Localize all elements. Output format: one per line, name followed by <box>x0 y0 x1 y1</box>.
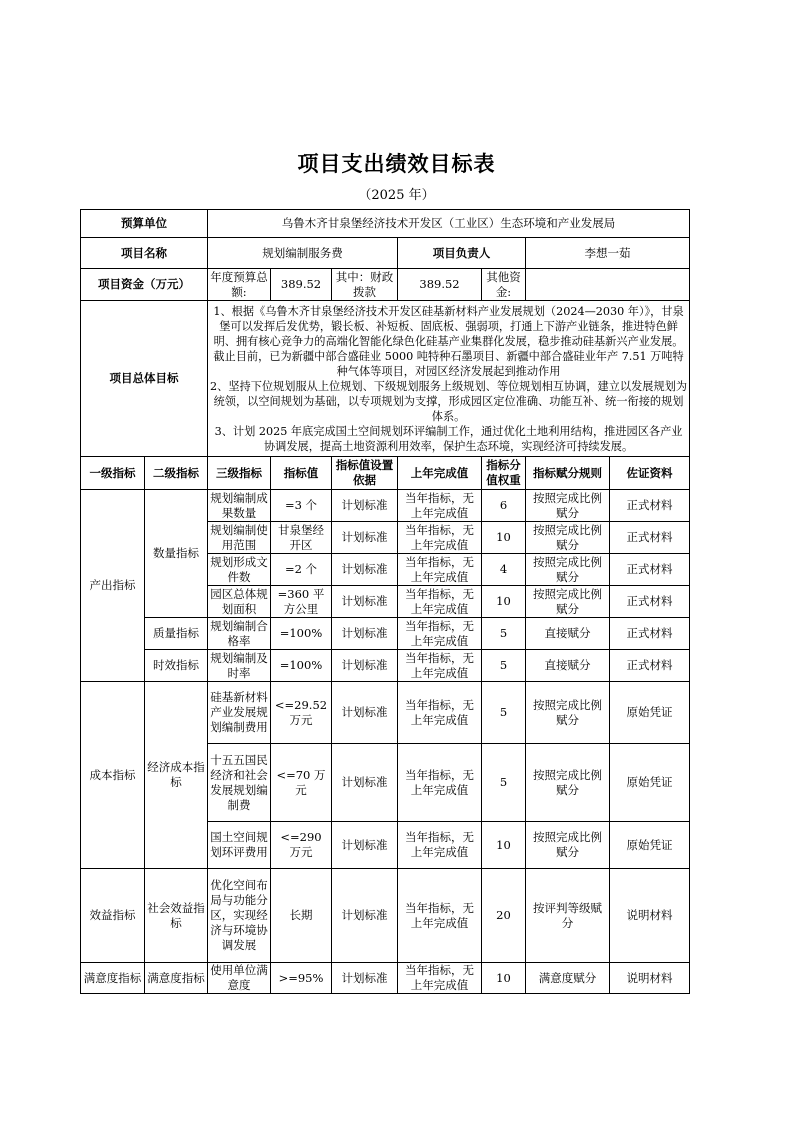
leader-label: 项目负责人 <box>398 238 526 269</box>
year-subtitle: （2025 年） <box>358 188 435 203</box>
cell-basis: 计划标准 <box>332 822 398 869</box>
cell-weight: 5 <box>482 744 526 822</box>
cell-rule: 按照完成比例赋分 <box>526 554 610 586</box>
indicator-header-row <box>81 457 690 490</box>
cell-evidence: 原始凭证 <box>610 682 690 744</box>
cell-rule: 按照完成比例赋分 <box>526 682 610 744</box>
other-label: 其他资金: <box>482 269 526 301</box>
subgroup-quantity: 数量指标 <box>145 490 208 618</box>
header-basis: 指标值设置依据 <box>332 457 398 490</box>
subgroup-timeliness: 时效指标 <box>145 650 208 682</box>
header-l2: 二级指标 <box>145 457 208 490</box>
cell-basis: 计划标准 <box>332 682 398 744</box>
table-row <box>81 963 690 994</box>
cell-rule: 满意度赋分 <box>526 963 610 994</box>
cell-l3: 十五五国民经济和社会发展规划编制费 <box>208 744 271 822</box>
header-rule: 指标赋分规则 <box>526 457 610 490</box>
other-value <box>526 269 690 301</box>
budget-unit-row <box>81 210 690 238</box>
cell-l3: 规划编制使用范围 <box>208 522 271 554</box>
cell-rule: 直接赋分 <box>526 618 610 650</box>
cell-basis: 计划标准 <box>332 744 398 822</box>
table-row <box>81 682 690 744</box>
group-satisfaction: 满意度指标 <box>81 963 145 994</box>
cell-basis: 计划标准 <box>332 554 398 586</box>
cell-l3: 使用单位满意度 <box>208 963 271 994</box>
overall-goal-row <box>81 301 690 457</box>
subgroup-quality: 质量指标 <box>145 618 208 650</box>
cell-evidence: 说明材料 <box>610 963 690 994</box>
cell-evidence: 正式材料 <box>610 490 690 522</box>
fiscal-value: 389.52 <box>398 269 482 301</box>
cell-weight: 10 <box>482 822 526 869</box>
cell-weight: 20 <box>482 869 526 963</box>
funds-row <box>81 269 690 301</box>
cell-l3: 规划编制及时率 <box>208 650 271 682</box>
header-weight: 指标分值权重 <box>482 457 526 490</box>
header-evidence: 佐证资料 <box>610 457 690 490</box>
cell-value: =360 平方公里 <box>271 586 332 618</box>
cell-value: 长期 <box>271 869 332 963</box>
budget-unit-label: 预算单位 <box>81 210 208 238</box>
cell-rule: 按照完成比例赋分 <box>526 490 610 522</box>
cell-weight: 10 <box>482 963 526 994</box>
cell-rule: 按照完成比例赋分 <box>526 522 610 554</box>
cell-value: =100% <box>271 650 332 682</box>
group-cost: 成本指标 <box>81 682 145 869</box>
cell-evidence: 正式材料 <box>610 586 690 618</box>
cell-rule: 按评判等级赋分 <box>526 869 610 963</box>
subgroup-satisfaction: 满意度指标 <box>145 963 208 994</box>
cell-basis: 计划标准 <box>332 650 398 682</box>
cell-weight: 5 <box>482 650 526 682</box>
cell-last: 当年指标，无上年完成值 <box>398 554 482 586</box>
cell-last: 当年指标，无上年完成值 <box>398 650 482 682</box>
cell-value: =100% <box>271 618 332 650</box>
project-name-row <box>81 238 690 269</box>
cell-last: 当年指标，无上年完成值 <box>398 490 482 522</box>
subgroup-economic-cost: 经济成本指标 <box>145 682 208 869</box>
cell-l3: 规划编制合格率 <box>208 618 271 650</box>
funds-label: 项目资金（万元） <box>81 269 208 301</box>
table-row <box>81 869 690 963</box>
cell-weight: 5 <box>482 682 526 744</box>
cell-basis: 计划标准 <box>332 963 398 994</box>
cell-value: <=290 万元 <box>271 822 332 869</box>
cell-weight: 5 <box>482 618 526 650</box>
budget-unit-value: 乌鲁木齐甘泉堡经济技术开发区（工业区）生态环境和产业发展局 <box>208 210 690 238</box>
page-title: 项目支出绩效目标表 <box>297 152 496 176</box>
cell-value: =3 个 <box>271 490 332 522</box>
header-last: 上年完成值 <box>398 457 482 490</box>
header-l3: 三级指标 <box>208 457 271 490</box>
cell-l3: 园区总体规划面积 <box>208 586 271 618</box>
cell-value: <=70 万元 <box>271 744 332 822</box>
cell-basis: 计划标准 <box>332 869 398 963</box>
cell-l3: 国土空间规划环评费用 <box>208 822 271 869</box>
performance-table <box>80 209 690 994</box>
cell-weight: 10 <box>482 522 526 554</box>
header-l1: 一级指标 <box>81 457 145 490</box>
group-benefit: 效益指标 <box>81 869 145 963</box>
project-name-value: 规划编制服务费 <box>208 238 398 269</box>
cell-evidence: 正式材料 <box>610 554 690 586</box>
cell-l3: 优化空间布局与功能分区，实现经济与环境协调发展 <box>208 869 271 963</box>
cell-weight: 10 <box>482 586 526 618</box>
cell-last: 当年指标，无上年完成值 <box>398 682 482 744</box>
cell-last: 当年指标，无上年完成值 <box>398 618 482 650</box>
cell-last: 当年指标，无上年完成值 <box>398 586 482 618</box>
cell-basis: 计划标准 <box>332 490 398 522</box>
overall-goal-label: 项目总体目标 <box>81 301 208 457</box>
table-row <box>81 490 690 522</box>
cell-l3: 规划编制成果数量 <box>208 490 271 522</box>
goal-paragraph-3: 3、计划 2025 年底完成国土空间规划环评编制工作，通过优化土地利用结构，推进园区各产业协调发展，提高土地资源利用效率，保护生态环境，实现经济可持续发展。 <box>214 424 683 453</box>
cell-rule: 直接赋分 <box>526 650 610 682</box>
goal-paragraph-2: 2、坚持下位规划服从上位规划、下级规划服务上级规划、等位规划相互协调，建立以发展规划为统领，以空间规划为基础，以专项规划为支撑，形成园区定位准确、功能互补、统一衔接的规划体系。 <box>210 379 688 423</box>
cell-rule: 按照完成比例赋分 <box>526 822 610 869</box>
cell-value: =2 个 <box>271 554 332 586</box>
table-row <box>81 650 690 682</box>
cell-basis: 计划标准 <box>332 522 398 554</box>
cell-value: 甘泉堡经开区 <box>271 522 332 554</box>
cell-l3: 硅基新材料产业发展规划编制费用 <box>208 682 271 744</box>
leader-value: 李想一茹 <box>526 238 690 269</box>
cell-basis: 计划标准 <box>332 586 398 618</box>
cell-value: >=95% <box>271 963 332 994</box>
group-output: 产出指标 <box>81 490 145 682</box>
cell-evidence: 原始凭证 <box>610 744 690 822</box>
cell-value: <=29.52 万元 <box>271 682 332 744</box>
cell-evidence: 正式材料 <box>610 650 690 682</box>
subgroup-social-benefit: 社会效益指标 <box>145 869 208 963</box>
cell-last: 当年指标，无上年完成值 <box>398 822 482 869</box>
goal-paragraph-1: 1、根据《乌鲁木齐甘泉堡经济技术开发区硅基新材料产业发展规划（2024—2030 年）》，甘泉堡可以发挥后发优势，锻长板、补短板、固底板、强弱项，打通上下游产业链条，推进特色鲜明、拥有核心竞争力的高端化智能化绿色化硅基产业集群化发展，稳步推动硅基新兴产业发展。截止目前，已为新疆中部合盛硅业 5000 吨特种石墨项目、新疆中部合盛硅业年产 7.51 万吨特种气体等项目，对园区经济发展起到推动作用 <box>213 304 684 378</box>
cell-evidence: 正式材料 <box>610 618 690 650</box>
overall-goal-text <box>208 301 690 457</box>
cell-evidence: 说明材料 <box>610 869 690 963</box>
cell-rule: 按照完成比例赋分 <box>526 586 610 618</box>
table-row <box>81 618 690 650</box>
cell-rule: 按照完成比例赋分 <box>526 744 610 822</box>
fiscal-label: 其中：财政拨款 <box>332 269 398 301</box>
cell-evidence: 正式材料 <box>610 522 690 554</box>
cell-weight: 4 <box>482 554 526 586</box>
cell-last: 当年指标，无上年完成值 <box>398 869 482 963</box>
annual-budget-label: 年度预算总额: <box>208 269 271 301</box>
cell-last: 当年指标，无上年完成值 <box>398 522 482 554</box>
cell-weight: 6 <box>482 490 526 522</box>
project-name-label: 项目名称 <box>81 238 208 269</box>
header-value: 指标值 <box>271 457 332 490</box>
cell-last: 当年指标，无上年完成值 <box>398 744 482 822</box>
cell-last: 当年指标，无上年完成值 <box>398 963 482 994</box>
cell-l3: 规划形成文件数 <box>208 554 271 586</box>
annual-budget-value: 389.52 <box>271 269 332 301</box>
cell-basis: 计划标准 <box>332 618 398 650</box>
cell-evidence: 原始凭证 <box>610 822 690 869</box>
